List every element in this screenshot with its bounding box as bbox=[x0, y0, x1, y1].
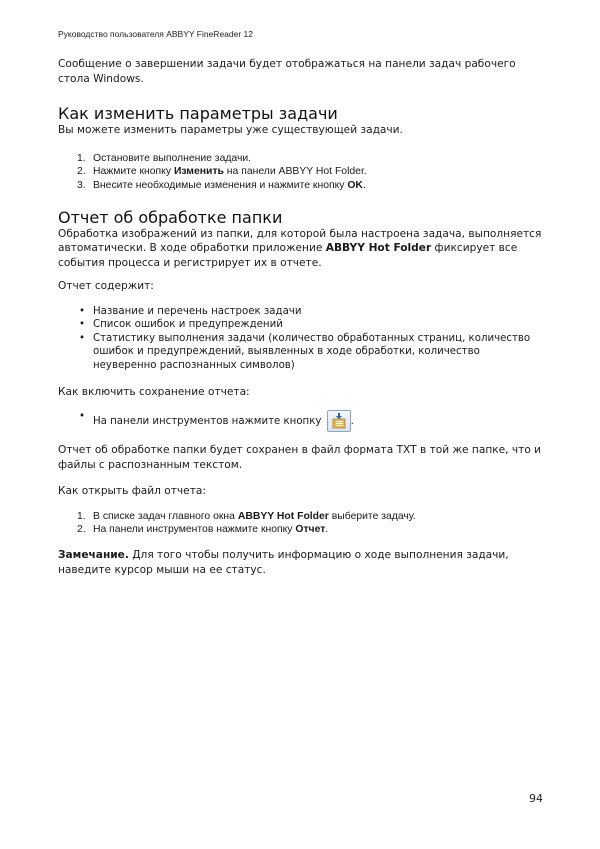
running-header: Руководство пользователя ABBYY FineReader 12 bbox=[58, 29, 254, 39]
list-item bbox=[58, 510, 542, 524]
section2-lead-pre: Обработка изображений из папки, для которой была настроена задача, выполняется автоматически. В ходе обработки приложение bbox=[58, 227, 542, 255]
note-label: Замечание. bbox=[58, 549, 129, 561]
section2-lead-post: фиксирует все события процесса и регистрирует их в отчете. bbox=[58, 242, 518, 269]
list-item-text-post: на панели ABBYY Hot Folder. bbox=[223, 166, 367, 178]
note-text: Для того чтобы получить информацию о ходе выполнения задачи, наведите курсор мыши на ее статус. bbox=[58, 549, 509, 576]
list-item-text: Название и перечень настроек задачи bbox=[93, 305, 302, 317]
bullet-icon: • bbox=[79, 332, 86, 344]
intro-paragraph: Сообщение о завершении задачи будет отображаться на панели задач рабочего стола Windows. bbox=[58, 58, 516, 85]
list-item-text: Статистику выполнения задачи (количество обработанных страниц, количество ошибок и предупреждений, выявленных в ходе обработки, количество неуверенно распознанных символов) bbox=[93, 332, 531, 371]
note-paragraph bbox=[58, 548, 542, 577]
list-item-text-post: . bbox=[325, 524, 329, 536]
section-title-folder-report: Отчет об обработке папки bbox=[58, 207, 283, 227]
list-item-number: 2. bbox=[77, 166, 86, 178]
button-name-report: Отчет bbox=[295, 524, 326, 536]
list-item-number: 2. bbox=[77, 524, 86, 536]
list-item-text-post: . bbox=[350, 416, 354, 428]
section2-lead bbox=[58, 227, 542, 271]
list-item bbox=[58, 410, 542, 432]
list-item-text-pre: Внесите необходимые изменения и нажмите кнопку bbox=[93, 179, 348, 191]
enable-report-steps bbox=[58, 410, 542, 432]
list-item-text-pre: В списке задач главного окна bbox=[93, 510, 238, 522]
list-item bbox=[58, 165, 542, 179]
list-item bbox=[58, 332, 542, 373]
list-item-text-post: . bbox=[362, 179, 366, 191]
open-report-label: Как открыть файл отчета: bbox=[58, 485, 206, 498]
list-item bbox=[58, 179, 542, 193]
bullet-icon: • bbox=[79, 411, 86, 423]
app-name-hot-folder: ABBYY Hot Folder bbox=[237, 510, 329, 522]
list-item bbox=[58, 305, 542, 319]
report-saved-paragraph: Отчет об обработке папки будет сохранен в файл формата TXT в той же папке, что и файлы с распознанным текстом. bbox=[58, 444, 542, 471]
list-item-number: 1. bbox=[77, 152, 86, 164]
list-item bbox=[58, 152, 542, 166]
open-report-steps bbox=[58, 510, 542, 537]
bullet-icon: • bbox=[79, 305, 86, 317]
list-item-text-post: выберите задачу. bbox=[328, 510, 416, 522]
list-item-text: На панели инструментов нажмите кнопку bbox=[93, 416, 322, 428]
list-item-text: Остановите выполнение задачи. bbox=[93, 152, 252, 164]
button-name-edit: Изменить bbox=[173, 166, 224, 178]
section-title-change-task: Как изменить параметры задачи bbox=[58, 104, 338, 124]
bullet-icon: • bbox=[79, 319, 86, 331]
list-item-text: Список ошибок и предупреждений bbox=[93, 319, 283, 331]
page-content bbox=[58, 57, 542, 577]
page-number: 94 bbox=[529, 792, 543, 805]
list-item-text-pre: На панели инструментов нажмите кнопку bbox=[93, 524, 296, 536]
report-save-icon[interactable] bbox=[327, 410, 351, 432]
section1-lead: Вы можете изменить параметры уже существующей задачи. bbox=[58, 124, 403, 137]
report-contents-list bbox=[58, 305, 542, 373]
list-item bbox=[58, 318, 542, 332]
button-name-ok: OK bbox=[347, 179, 363, 191]
list-item-number: 3. bbox=[77, 179, 86, 191]
list-item-number: 1. bbox=[77, 510, 86, 522]
report-contains-label: Отчет содержит: bbox=[58, 280, 154, 293]
app-name-hot-folder: ABBYY Hot Folder bbox=[325, 242, 432, 255]
list-item-text-pre: Нажмите кнопку bbox=[93, 166, 174, 178]
enable-report-label: Как включить сохранение отчета: bbox=[58, 386, 250, 399]
list-item bbox=[58, 523, 542, 537]
change-task-steps bbox=[58, 152, 542, 193]
